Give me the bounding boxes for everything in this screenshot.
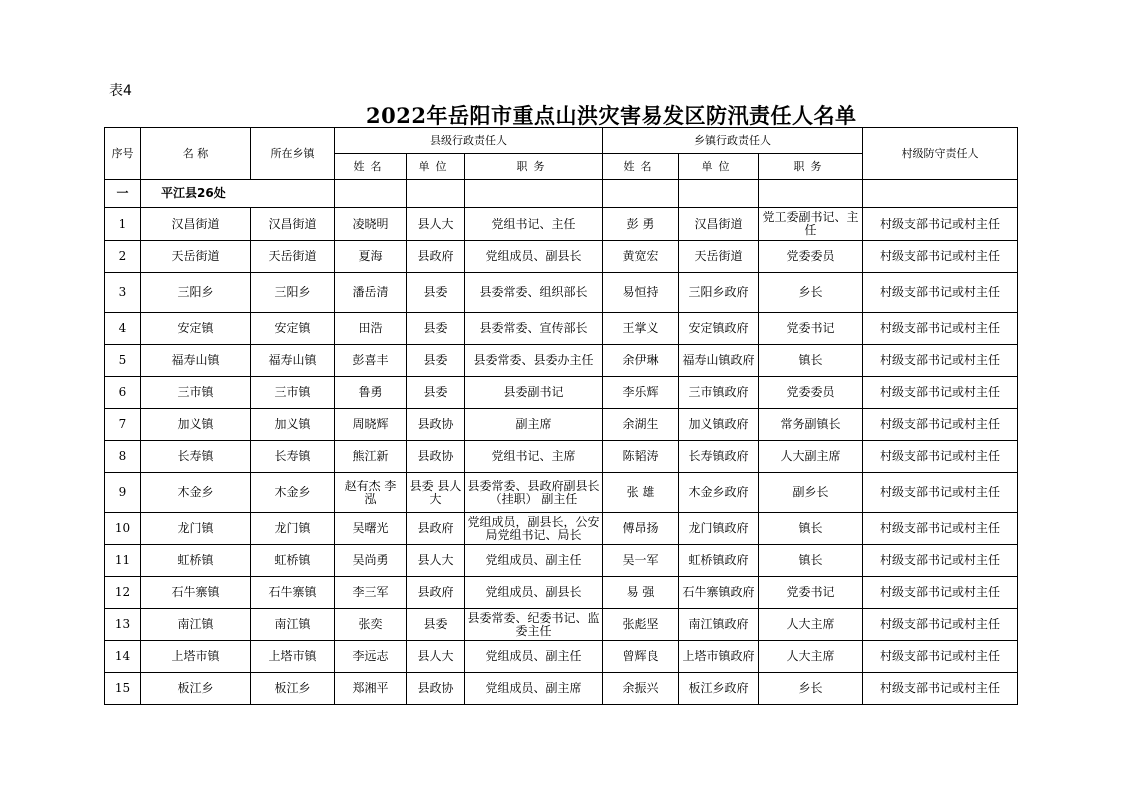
- county-unit: 县委: [407, 313, 465, 345]
- town-position: 常务副镇长: [759, 409, 863, 441]
- header-county-position: 职务: [465, 154, 603, 180]
- town-position: 人大主席: [759, 609, 863, 641]
- town-person: 傅昂扬: [603, 513, 679, 545]
- county-position: 县委副书记: [465, 377, 603, 409]
- county-position: 党组成员、副县长: [465, 241, 603, 273]
- town-unit: 天岳街道: [679, 241, 759, 273]
- town-person: 张 雄: [603, 473, 679, 513]
- town-person: 余振兴: [603, 673, 679, 705]
- table-row: [105, 577, 1018, 609]
- row-town: 南江镇: [251, 609, 335, 641]
- county-person: 周晓辉: [335, 409, 407, 441]
- row-seq: 14: [105, 641, 141, 673]
- row-town: 长寿镇: [251, 441, 335, 473]
- table-row: [105, 409, 1018, 441]
- town-unit: 三市镇政府: [679, 377, 759, 409]
- row-name: 天岳街道: [141, 241, 251, 273]
- town-unit: 上塔市镇政府: [679, 641, 759, 673]
- row-name: 安定镇: [141, 313, 251, 345]
- row-town: 福寿山镇: [251, 345, 335, 377]
- row-name: 虹桥镇: [141, 545, 251, 577]
- county-position: 党组成员、副县长: [465, 577, 603, 609]
- row-seq: 2: [105, 241, 141, 273]
- table-row: [105, 241, 1018, 273]
- village-responsible: 村级支部书记或村主任: [863, 409, 1018, 441]
- town-position: 党委委员: [759, 241, 863, 273]
- town-person: 余伊琳: [603, 345, 679, 377]
- county-unit: 县委: [407, 609, 465, 641]
- county-person: 凌晓明: [335, 208, 407, 241]
- row-name: 加义镇: [141, 409, 251, 441]
- village-responsible: 村级支部书记或村主任: [863, 609, 1018, 641]
- county-unit: 县政协: [407, 441, 465, 473]
- row-seq: 11: [105, 545, 141, 577]
- row-name: 板江乡: [141, 673, 251, 705]
- row-name: 汉昌街道: [141, 208, 251, 241]
- village-responsible: 村级支部书记或村主任: [863, 273, 1018, 313]
- row-seq: 1: [105, 208, 141, 241]
- county-unit: 县人大: [407, 545, 465, 577]
- header-town: 所在乡镇: [251, 128, 335, 180]
- village-responsible: 村级支部书记或村主任: [863, 577, 1018, 609]
- county-position: 县委常委、县政府副县长（挂职） 副主任: [465, 473, 603, 513]
- town-position: 镇长: [759, 545, 863, 577]
- county-person: 田浩: [335, 313, 407, 345]
- row-seq: 3: [105, 273, 141, 313]
- row-name: 南江镇: [141, 609, 251, 641]
- town-position: 党委书记: [759, 313, 863, 345]
- responsibility-table: [104, 127, 1018, 705]
- document-title: 2022年岳阳市重点山洪灾害易发区防汛责任人名单: [366, 103, 857, 128]
- town-person: 彭 勇: [603, 208, 679, 241]
- town-unit: 安定镇政府: [679, 313, 759, 345]
- table-row: [105, 208, 1018, 241]
- row-town: 三阳乡: [251, 273, 335, 313]
- county-person: 潘岳清: [335, 273, 407, 313]
- row-seq: 9: [105, 473, 141, 513]
- row-seq: 12: [105, 577, 141, 609]
- row-seq: 13: [105, 609, 141, 641]
- town-unit: 虹桥镇政府: [679, 545, 759, 577]
- village-responsible: 村级支部书记或村主任: [863, 441, 1018, 473]
- table-label: 表4: [109, 83, 132, 99]
- town-person: 王掌义: [603, 313, 679, 345]
- town-unit: 加义镇政府: [679, 409, 759, 441]
- row-name: 三市镇: [141, 377, 251, 409]
- village-responsible: 村级支部书记或村主任: [863, 513, 1018, 545]
- village-responsible: 村级支部书记或村主任: [863, 641, 1018, 673]
- county-unit: 县委: [407, 273, 465, 313]
- town-position: 人大副主席: [759, 441, 863, 473]
- row-seq: 15: [105, 673, 141, 705]
- row-name: 三阳乡: [141, 273, 251, 313]
- row-name: 长寿镇: [141, 441, 251, 473]
- town-unit: 三阳乡政府: [679, 273, 759, 313]
- town-person: 曾辉良: [603, 641, 679, 673]
- county-position: 党组成员，副县长，公安局党组书记、局长: [465, 513, 603, 545]
- row-town: 龙门镇: [251, 513, 335, 545]
- town-position: 乡长: [759, 273, 863, 313]
- town-unit: 汉昌街道: [679, 208, 759, 241]
- header-name: 名 称: [141, 128, 251, 180]
- county-unit: 县政府: [407, 513, 465, 545]
- table-row: [105, 609, 1018, 641]
- table-row: [105, 345, 1018, 377]
- header-county-group: 县级行政责任人: [335, 128, 603, 154]
- county-position: 党组书记、主席: [465, 441, 603, 473]
- town-person: 吴一军: [603, 545, 679, 577]
- table-row: [105, 641, 1018, 673]
- town-unit: 福寿山镇政府: [679, 345, 759, 377]
- county-position: 党组成员、副主任: [465, 641, 603, 673]
- table-row: [105, 545, 1018, 577]
- row-seq: 5: [105, 345, 141, 377]
- town-position: 镇长: [759, 345, 863, 377]
- row-seq: 8: [105, 441, 141, 473]
- header-town-person: 姓名: [603, 154, 679, 180]
- county-position: 县委常委、县委办主任: [465, 345, 603, 377]
- row-name: 上塔市镇: [141, 641, 251, 673]
- header-county-unit: 单位: [407, 154, 465, 180]
- county-position: 党组成员、副主席: [465, 673, 603, 705]
- county-position: 县委常委、组织部长: [465, 273, 603, 313]
- county-person: 张奕: [335, 609, 407, 641]
- county-person: 鲁勇: [335, 377, 407, 409]
- county-person: 李远志: [335, 641, 407, 673]
- row-town: 板江乡: [251, 673, 335, 705]
- county-unit: 县政府: [407, 577, 465, 609]
- town-position: 副乡长: [759, 473, 863, 513]
- county-person: 吴尚勇: [335, 545, 407, 577]
- town-unit: 南江镇政府: [679, 609, 759, 641]
- town-position: 乡长: [759, 673, 863, 705]
- table-row: [105, 313, 1018, 345]
- town-person: 李乐辉: [603, 377, 679, 409]
- table-row: [105, 441, 1018, 473]
- town-person: 张彪坚: [603, 609, 679, 641]
- town-person: 易恒持: [603, 273, 679, 313]
- header-seq: 序号: [105, 128, 141, 180]
- row-town: 三市镇: [251, 377, 335, 409]
- row-town: 石牛寨镇: [251, 577, 335, 609]
- town-person: 余湖生: [603, 409, 679, 441]
- town-person: 易 强: [603, 577, 679, 609]
- county-unit: 县人大: [407, 208, 465, 241]
- town-position: 人大主席: [759, 641, 863, 673]
- county-position: 党组成员、副主任: [465, 545, 603, 577]
- header-town-group: 乡镇行政责任人: [603, 128, 863, 154]
- county-unit: 县政府: [407, 241, 465, 273]
- village-responsible: 村级支部书记或村主任: [863, 313, 1018, 345]
- county-person: 赵有杰 李 泓: [335, 473, 407, 513]
- town-unit: 龙门镇政府: [679, 513, 759, 545]
- row-town: 上塔市镇: [251, 641, 335, 673]
- row-town: 汉昌街道: [251, 208, 335, 241]
- county-unit: 县政协: [407, 409, 465, 441]
- county-unit: 县委 县人大: [407, 473, 465, 513]
- town-unit: 板江乡政府: [679, 673, 759, 705]
- county-person: 彭喜丰: [335, 345, 407, 377]
- header-village: 村级防守责任人: [863, 128, 1018, 180]
- row-name: 龙门镇: [141, 513, 251, 545]
- village-responsible: 村级支部书记或村主任: [863, 673, 1018, 705]
- town-position: 党工委副书记、主任: [759, 208, 863, 241]
- county-person: 夏海: [335, 241, 407, 273]
- town-position: 党委书记: [759, 577, 863, 609]
- county-unit: 县委: [407, 345, 465, 377]
- row-seq: 7: [105, 409, 141, 441]
- village-responsible: 村级支部书记或村主任: [863, 345, 1018, 377]
- town-position: 党委委员: [759, 377, 863, 409]
- row-name: 石牛寨镇: [141, 577, 251, 609]
- town-person: 黄宽宏: [603, 241, 679, 273]
- header-county-person: 姓名: [335, 154, 407, 180]
- row-name: 福寿山镇: [141, 345, 251, 377]
- row-town: 加义镇: [251, 409, 335, 441]
- county-position: 党组书记、主任: [465, 208, 603, 241]
- header-town-unit: 单位: [679, 154, 759, 180]
- village-responsible: 村级支部书记或村主任: [863, 545, 1018, 577]
- group-name: 平江县26处: [141, 180, 335, 208]
- town-unit: 石牛寨镇政府: [679, 577, 759, 609]
- county-position: 县委常委、宣传部长: [465, 313, 603, 345]
- county-person: 李三军: [335, 577, 407, 609]
- table-row: [105, 673, 1018, 705]
- table-row: [105, 473, 1018, 513]
- table-row: [105, 513, 1018, 545]
- town-position: 镇长: [759, 513, 863, 545]
- village-responsible: 村级支部书记或村主任: [863, 473, 1018, 513]
- county-person: 吴曙光: [335, 513, 407, 545]
- table-row: [105, 273, 1018, 313]
- village-responsible: 村级支部书记或村主任: [863, 241, 1018, 273]
- row-seq: 4: [105, 313, 141, 345]
- header-town-position: 职务: [759, 154, 863, 180]
- town-unit: 长寿镇政府: [679, 441, 759, 473]
- table-row: [105, 377, 1018, 409]
- county-unit: 县人大: [407, 641, 465, 673]
- county-person: 郑湘平: [335, 673, 407, 705]
- row-seq: 6: [105, 377, 141, 409]
- row-town: 虹桥镇: [251, 545, 335, 577]
- county-unit: 县委: [407, 377, 465, 409]
- row-town: 木金乡: [251, 473, 335, 513]
- county-person: 熊江新: [335, 441, 407, 473]
- village-responsible: 村级支部书记或村主任: [863, 377, 1018, 409]
- group-index: 一: [105, 180, 141, 208]
- row-town: 安定镇: [251, 313, 335, 345]
- county-unit: 县政协: [407, 673, 465, 705]
- county-position: 县委常委、纪委书记、监委主任: [465, 609, 603, 641]
- row-town: 天岳街道: [251, 241, 335, 273]
- row-name: 木金乡: [141, 473, 251, 513]
- county-position: 副主席: [465, 409, 603, 441]
- row-seq: 10: [105, 513, 141, 545]
- town-unit: 木金乡政府: [679, 473, 759, 513]
- village-responsible: 村级支部书记或村主任: [863, 208, 1018, 241]
- town-person: 陈韬涛: [603, 441, 679, 473]
